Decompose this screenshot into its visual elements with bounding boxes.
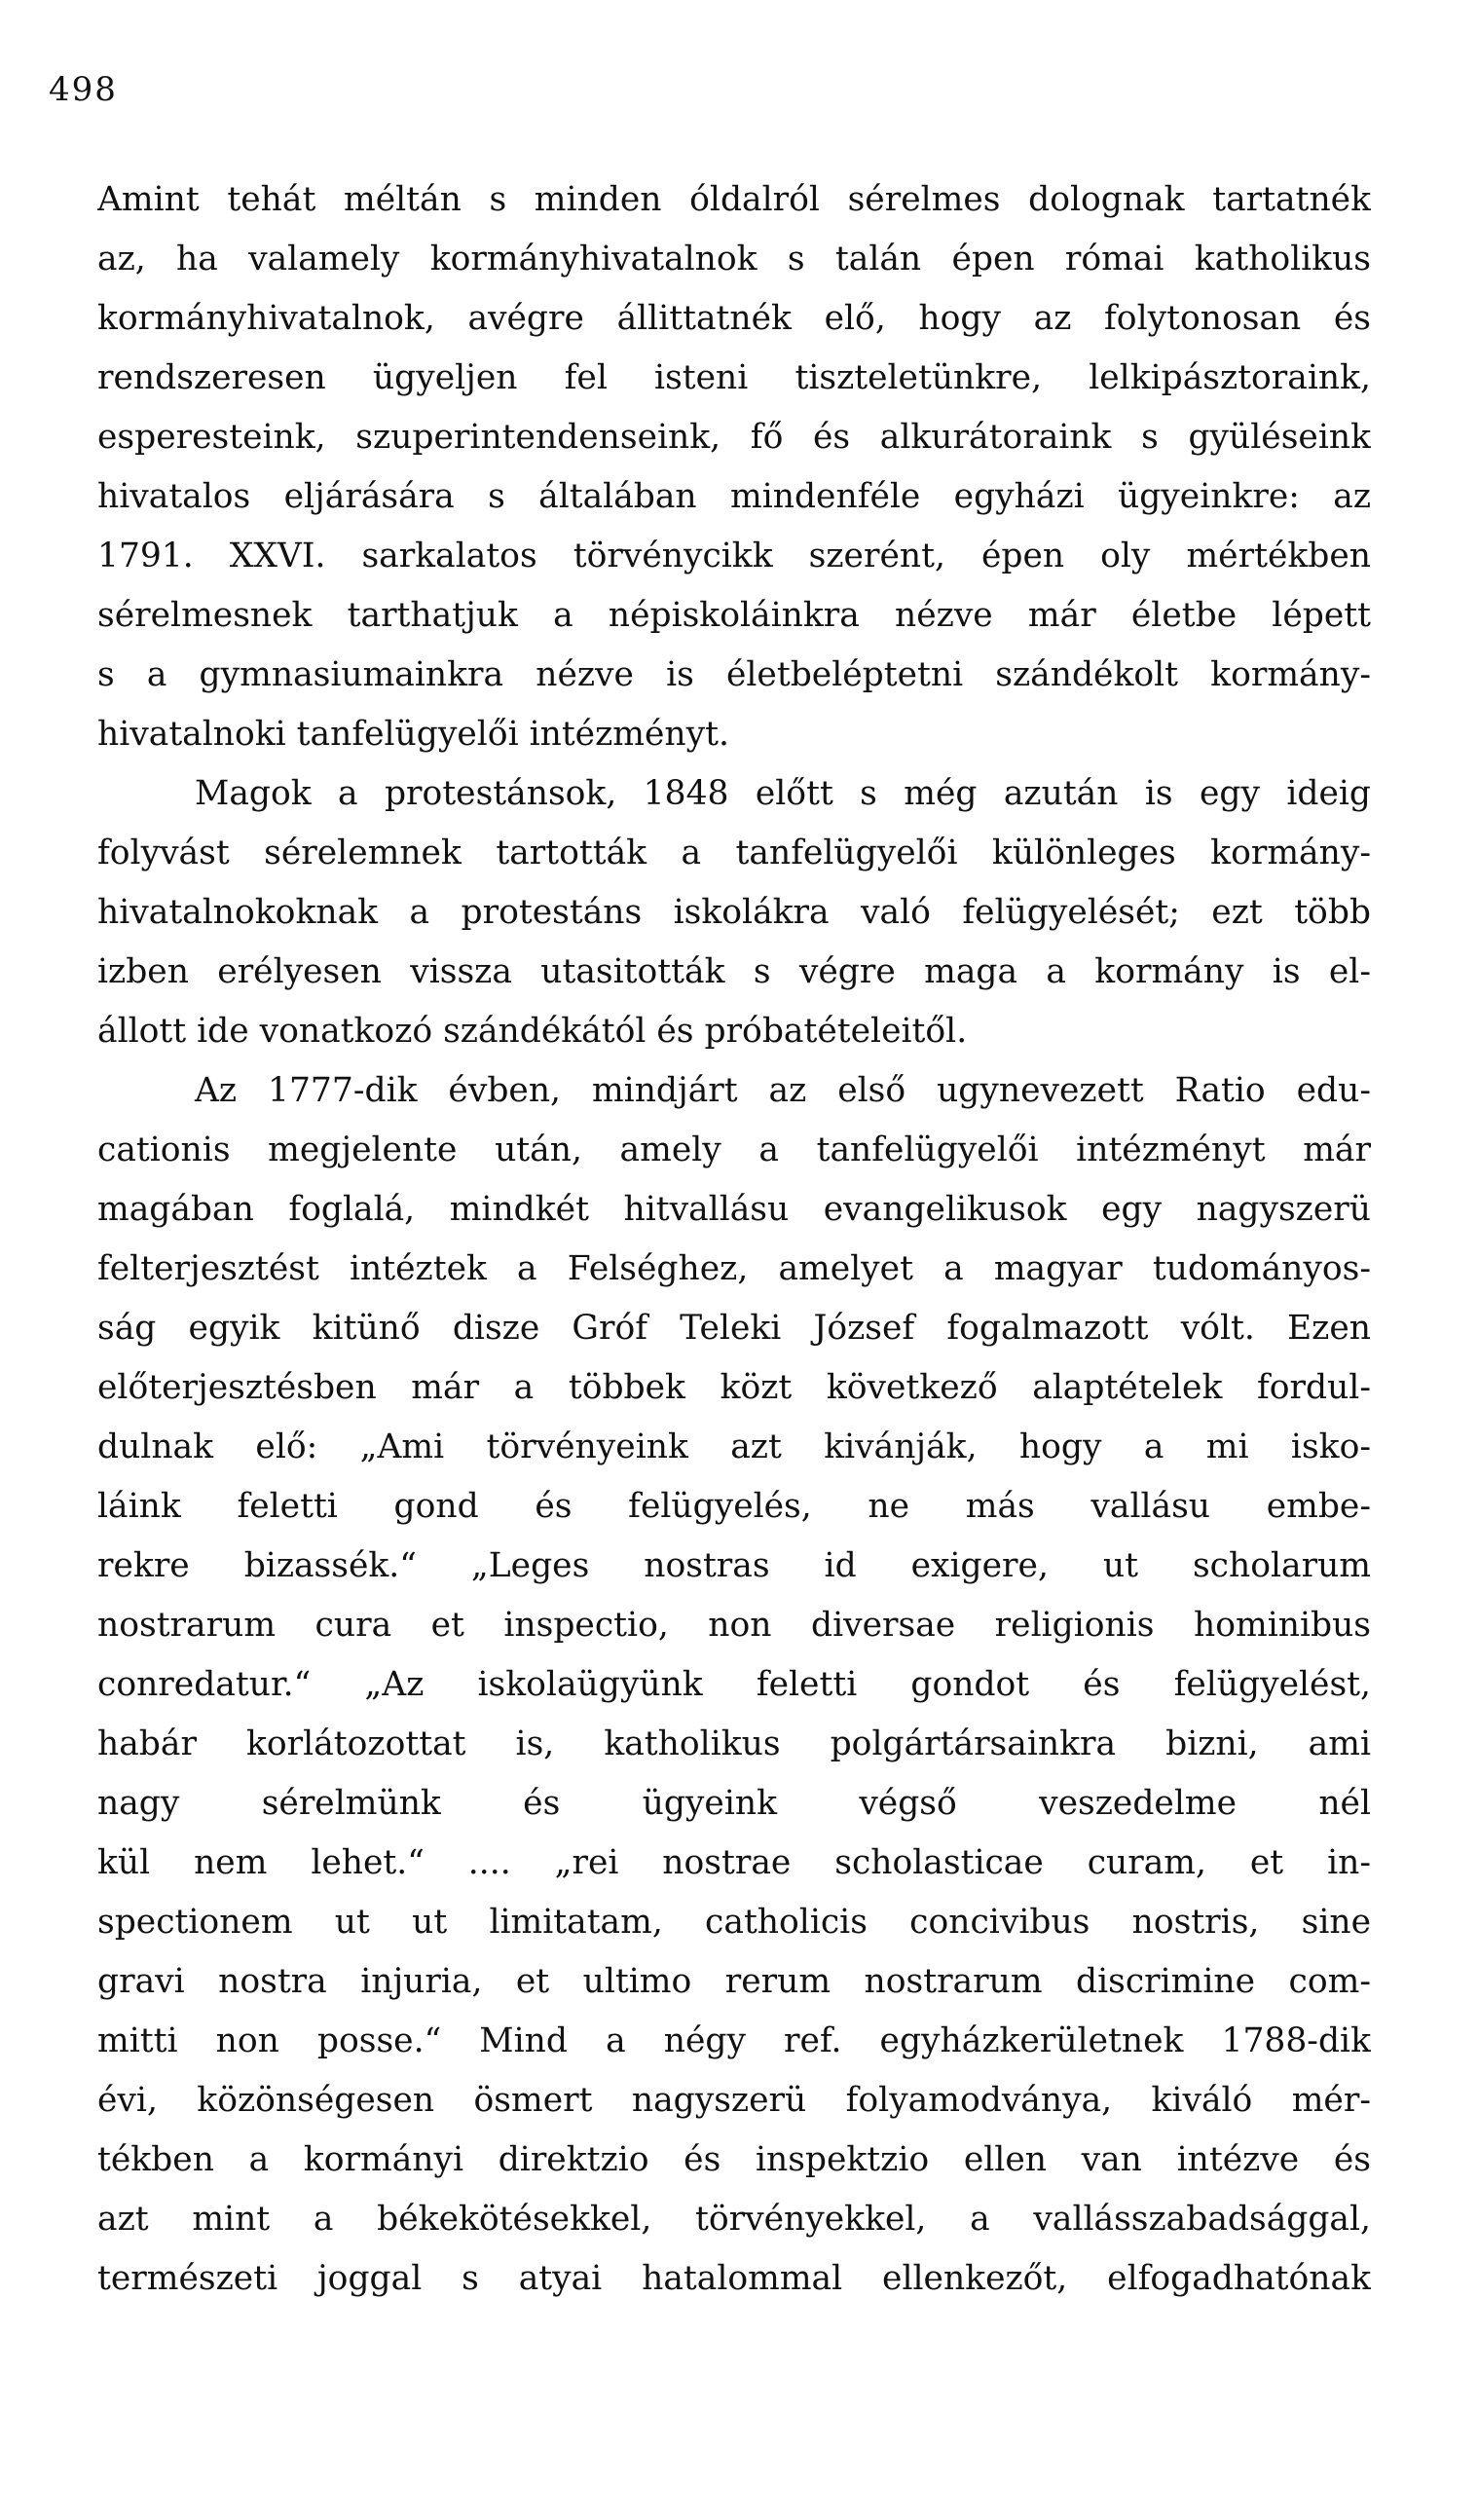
text-line: azt mint a békekötésekkel, törvényekkel, a vallásszabadsággal, <box>97 2200 1371 2239</box>
text-line: kormányhivatalnok, avégre állittatnék elő, hogy az folytonosan és <box>97 299 1371 338</box>
text-line: cationis megjelente után, amely a tanfelügyelői intézményt már <box>97 1130 1371 1169</box>
text-line: esperesteink, szuperintendenseink, fő és alkurátoraink s gyüléseink <box>97 418 1371 457</box>
text-line: hivatalos eljárására s általában mindenféle egyházi ügyeinkre: az <box>97 477 1371 516</box>
text-line: állott ide vonatkozó szándékától és próbatételeitől. <box>97 1012 968 1051</box>
text-line: hivatalnoki tanfelügyelői intézményt. <box>97 715 729 754</box>
text-line: felterjesztést intéztek a Felséghez, amelyet a magyar tudományos- <box>97 1249 1371 1288</box>
text-line: rendszeresen ügyeljen fel isteni tiszteletünkre, lelkipásztoraink, <box>97 358 1371 397</box>
text-line: természeti joggal s atyai hatalommal ellenkezőt, elfogadhatónak <box>97 2259 1371 2298</box>
text-line: sérelmesnek tarthatjuk a népiskoláinkra nézve már életbe lépett <box>97 596 1371 635</box>
text-line: dulnak elő: „Ami törvényeink azt kivánják, hogy a mi isko- <box>97 1427 1371 1466</box>
text-line: nagy sérelmünk és ügyeink végső veszedelme nél <box>97 1784 1371 1823</box>
text-line: hivatalnokoknak a protestáns iskolákra való felügyelését; ezt több <box>97 893 1371 932</box>
text-line: előterjesztésben már a többek közt következő alaptételek fordul- <box>97 1368 1371 1407</box>
text-line: tékben a kormányi direktzio és inspektzio ellen van intézve és <box>97 2140 1371 2179</box>
text-line: Magok a protestánsok, 1848 előtt s még azután is egy ideig <box>195 774 1371 813</box>
text-line: láink feletti gond és felügyelés, ne más vallásu embe- <box>97 1487 1371 1526</box>
body-text <box>97 170 1371 2309</box>
text-line: 1791. XXVI. sarkalatos törvénycikk szerént, épen oly mértékben <box>97 537 1371 575</box>
text-line: izben erélyesen vissza utasitották s végre maga a kormány is el- <box>97 952 1371 991</box>
text-line: nostrarum cura et inspectio, non diversae religionis hominibus <box>97 1606 1371 1645</box>
text-line: évi, közönségesen ösmert nagyszerü folyamodványa, kiváló mér- <box>97 2081 1371 2120</box>
text-line: conredatur.“ „Az iskolaügyünk feletti gondot és felügyelést, <box>97 1665 1371 1704</box>
text-line: Az 1777-dik évben, mindjárt az első ugynevezett Ratio edu- <box>195 1071 1371 1110</box>
text-line: az, ha valamely kormányhivatalnok s talán épen római katholikus <box>97 240 1371 278</box>
text-line: rekre bizassék.“ „Leges nostras id exigere, ut scholarum <box>97 1546 1371 1585</box>
text-line: ság egyik kitünő disze Gróf Teleki József fogalmazott vólt. Ezen <box>97 1309 1371 1348</box>
text-line: gravi nostra injuria, et ultimo rerum nostrarum discrimine com- <box>97 1962 1371 2001</box>
text-line: magában foglalá, mindkét hitvallásu evangelikusok egy nagyszerü <box>97 1190 1371 1229</box>
page-number: 498 <box>49 70 118 109</box>
text-line: Amint tehát méltán s minden óldalról sérelmes dolognak tartatnék <box>97 180 1371 219</box>
text-line: s a gymnasiumainkra nézve is életbeléptetni szándékolt kormány- <box>97 655 1371 694</box>
text-line: mitti non posse.“ Mind a négy ref. egyházkerületnek 1788-dik <box>97 2021 1371 2060</box>
text-line: spectionem ut ut limitatam, catholicis concivibus nostris, sine <box>97 1903 1371 1942</box>
text-line: habár korlátozottat is, katholikus polgártársainkra bizni, ami <box>97 1724 1371 1763</box>
text-line: folyvást sérelemnek tartották a tanfelügyelői különleges kormány- <box>97 834 1371 872</box>
text-line: kül nem lehet.“ .... „rei nostrae scholasticae curam, et in- <box>97 1843 1371 1882</box>
